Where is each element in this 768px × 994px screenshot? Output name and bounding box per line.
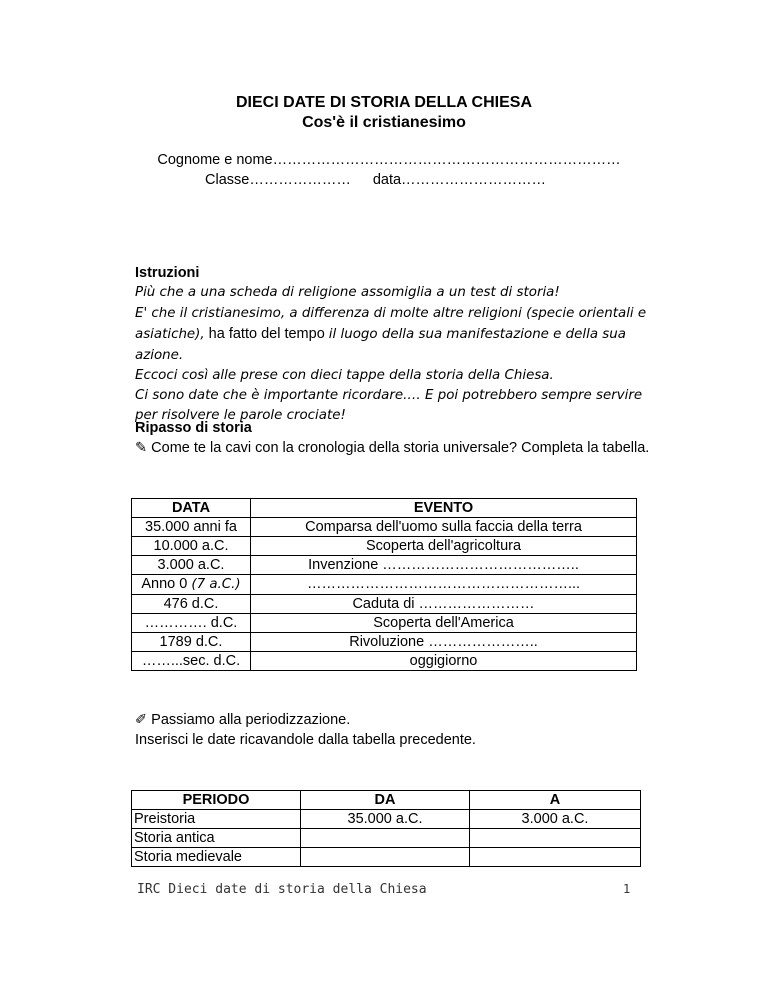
date-cell: 476 d.C. (132, 595, 251, 614)
table-header-row (132, 499, 637, 518)
table-row (132, 518, 637, 537)
to-cell[interactable] (470, 848, 641, 867)
date-cell[interactable]: …………. d.C. (132, 614, 251, 633)
period-cell: Storia medievale (132, 848, 301, 867)
date-cell: 1789 d.C. (132, 633, 251, 652)
event-cell[interactable]: Caduta di …………………… (251, 595, 637, 614)
table-row (132, 848, 641, 867)
header-data: DATA (132, 499, 251, 518)
class-field[interactable]: Classe………………… (205, 172, 351, 188)
table-row (132, 595, 637, 614)
to-cell: 3.000 a.C. (470, 810, 641, 829)
pen-icon: ✐ (135, 712, 148, 728)
table-row (132, 537, 637, 556)
table-row (132, 810, 641, 829)
title-line-1: DIECI DATE DI STORIA DELLA CHIESA (235, 94, 532, 111)
to-cell[interactable] (470, 829, 641, 848)
event-cell: Comparsa dell'uomo sulla faccia della terra (251, 518, 637, 537)
class-date-row (0, 170, 768, 190)
header-evento: EVENTO (251, 499, 637, 518)
event-cell[interactable]: ………………………………………………... (251, 575, 637, 595)
header-da: DA (301, 791, 470, 810)
name-field[interactable]: Cognome e nome……………………………………………………………… (157, 152, 621, 168)
date-cell: Anno 0 (7 a.C.) (132, 575, 251, 595)
event-cell[interactable]: Rivoluzione ………………….. (251, 633, 637, 652)
table-header-row (132, 791, 641, 810)
page-number: 1 (623, 882, 631, 896)
event-cell: oggigiorno (251, 652, 637, 671)
table-row (132, 829, 641, 848)
instructions-p3: Eccoci così alle prese con dieci tappe della storia della Chiesa. (135, 368, 554, 383)
periodization-line-2: Inserisci le date ricavandole dalla tabella precedente. (135, 732, 476, 748)
page-title (0, 93, 768, 133)
table-row (132, 575, 637, 595)
period-cell: Preistoria (132, 810, 301, 829)
date-cell: 3.000 a.C. (132, 556, 251, 575)
instructions-heading: Istruzioni (135, 265, 200, 281)
date-field[interactable]: data………………………… (372, 172, 547, 188)
pencil-icon: ✎ (135, 440, 148, 456)
date-cell: 35.000 anni fa (132, 518, 251, 537)
periodization-table (131, 790, 641, 867)
header-a: A (470, 791, 641, 810)
periodization-line-1: ✐ Passiamo alla periodizzazione. (135, 712, 351, 728)
instructions-p1: Più che a una scheda di religione assomiglia a un test di storia! (135, 285, 560, 300)
event-cell: Scoperta dell'agricoltura (251, 537, 637, 556)
review-section (135, 418, 655, 458)
date-cell[interactable]: ……...sec. d.C. (132, 652, 251, 671)
instructions-section (135, 263, 655, 426)
table-row (132, 614, 637, 633)
table-row (132, 556, 637, 575)
instructions-p2: E' che il cristianesimo, a differenza di molte altre religioni (specie orientali e asiatiche), ha fatto del tempo il luogo della sua manifestazione e della sua azione. (135, 306, 647, 363)
chronology-table (131, 498, 637, 671)
review-instruction: ✎ Come te la cavi con la cronologia della storia universale? Completa la tabella. (135, 440, 650, 456)
table-row (132, 633, 637, 652)
from-cell[interactable] (301, 848, 470, 867)
header-periodo: PERIODO (132, 791, 301, 810)
student-fields (0, 150, 768, 190)
from-cell: 35.000 a.C. (301, 810, 470, 829)
review-heading: Ripasso di storia (135, 420, 252, 436)
footer-text: IRC Dieci date di storia della Chiesa (137, 882, 427, 897)
date-cell: 10.000 a.C. (132, 537, 251, 556)
event-cell[interactable]: Invenzione ………………………………….. (251, 556, 637, 575)
period-cell: Storia antica (132, 829, 301, 848)
title-line-2: Cos'è il cristianesimo (302, 114, 466, 131)
from-cell[interactable] (301, 829, 470, 848)
instructions-p4: Ci sono date che è importante ricordare.… E poi potrebbero sempre servire per risolvere le parole crociate! (135, 388, 643, 423)
event-cell: Scoperta dell'America (251, 614, 637, 633)
periodization-section (135, 710, 655, 750)
table-row (132, 652, 637, 671)
